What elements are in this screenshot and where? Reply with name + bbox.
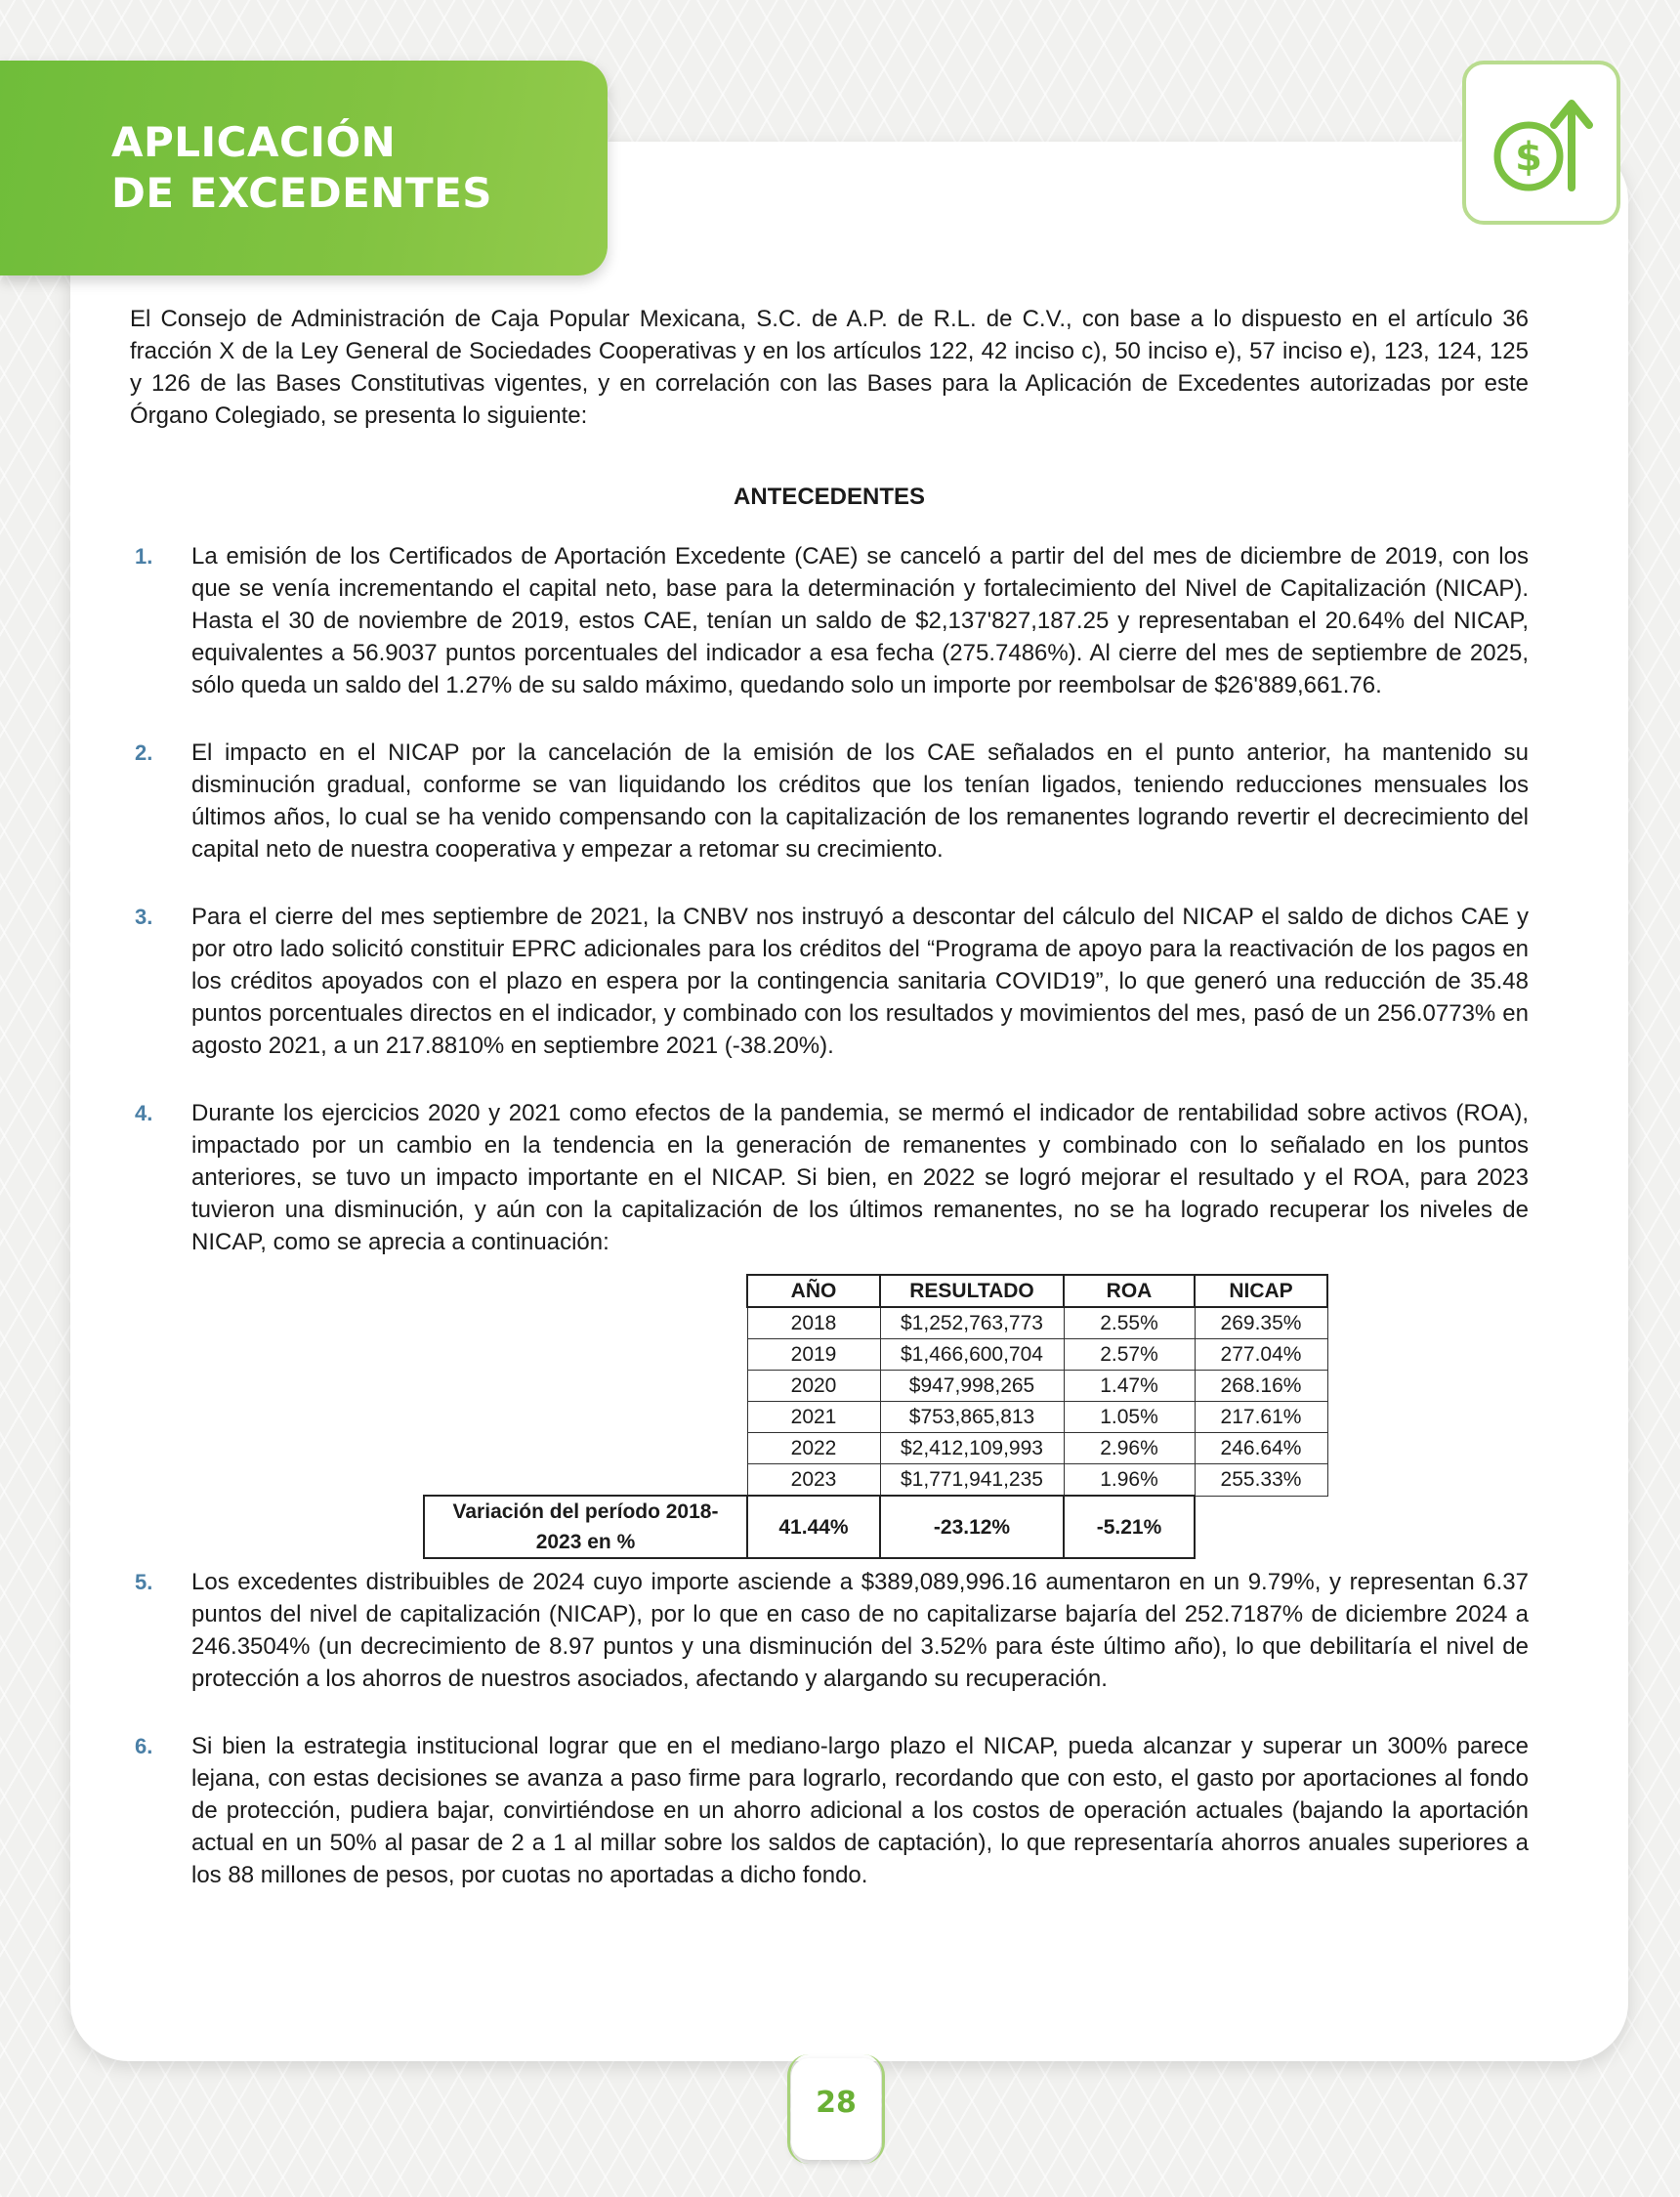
- table-header-nicap: NICAP: [1195, 1275, 1327, 1307]
- table-cell-result: $947,998,265: [880, 1371, 1064, 1402]
- dollar-growth-icon-box: [1462, 61, 1620, 225]
- list-item-text: Durante los ejercicios 2020 y 2021 como efectos de la pandemia, se mermó el indicador de rentabilidad sobre activos (ROA), impactado por un cambio en la tendencia en la generación de remanentes y combinado con lo señalado en los puntos anteriores, se tuvo un impacto importante en el NICAP. Si bien, en 2022 se logró mejorar el resultado y el ROA, para 2023 tuvieron una disminución, y aún con la capitalización de los últimos remanentes, no se ha logrado recuperar los niveles de NICAP, como se aprecia a continuación:: [191, 1100, 1529, 1255]
- table-cell-roa: 2.96%: [1064, 1433, 1195, 1464]
- list-item: [130, 1730, 1529, 1891]
- results-table: [423, 1274, 1328, 1559]
- table-header-roa: ROA: [1064, 1275, 1195, 1307]
- table-row: [424, 1433, 1327, 1464]
- main-content: [130, 303, 1529, 1926]
- table-cell-result: $753,865,813: [880, 1402, 1064, 1433]
- list-item: [130, 737, 1529, 866]
- table-cell-result: $1,466,600,704: [880, 1339, 1064, 1371]
- table-cell-roa: 1.96%: [1064, 1464, 1195, 1497]
- list-item-text: Para el cierre del mes septiembre de 2021, la CNBV nos instruyó a descontar del cálculo del NICAP el saldo de dichos CAE y por otro lado solicitó constituir EPRC adicionales para los créditos del “Programa de apoyo para la reactivación de los pagos en los créditos apoyados con el plazo en espera por la contingencia sanitaria COVID19”, lo que generó una reducción de 35.48 puntos porcentuales directos en el indicador, y combinado con los resultados y movimientos del mes, pasó de un 256.0773% en agosto 2021, a un 217.8810% en septiembre 2021 (-38.20%).: [191, 904, 1529, 1059]
- list-item-number: 2.: [135, 740, 153, 765]
- table-cell-roa: 2.57%: [1064, 1339, 1195, 1371]
- table-header-result: RESULTADO: [880, 1275, 1064, 1307]
- table-cell-year: 2019: [747, 1339, 880, 1371]
- list-item-number: 4.: [135, 1101, 153, 1125]
- table-footer-row: [424, 1496, 1327, 1558]
- table-row: [424, 1464, 1327, 1497]
- page-number: 28: [816, 2086, 857, 2120]
- list-item-text: La emisión de los Certificados de Aportación Excedente (CAE) se canceló a partir del del mes de diciembre de 2019, con los que se venía incrementando el capital neto, base para la determinación y fortalecimiento del Nivel de Capitalización (NICAP). Hasta el 30 de noviembre de 2019, estos CAE, tenían un saldo de $2,137'827,187.25 y representaban el 20.64% del NICAP, equivalentes a 56.9037 puntos porcentuales del indicador a esa fecha (275.7486%). Al cierre del mes de septiembre de 2025, sólo queda un saldo del 1.27% de su saldo máximo, quedando solo un importe por reembolsar de $26'889,661.76.: [191, 543, 1529, 698]
- list-item: [130, 540, 1529, 701]
- table-cell-year: 2020: [747, 1371, 880, 1402]
- table-row: [424, 1339, 1327, 1371]
- list-item: [130, 901, 1529, 1062]
- table-cell-roa: 1.47%: [1064, 1371, 1195, 1402]
- table-footer-result: 41.44%: [747, 1496, 880, 1558]
- table-cell-year: 2018: [747, 1307, 880, 1339]
- table-cell-year: 2023: [747, 1464, 880, 1497]
- intro-paragraph: El Consejo de Administración de Caja Popular Mexicana, S.C. de A.P. de R.L. de C.V., con base a lo dispuesto en el artículo 36 fracción X de la Ley General de Sociedades Cooperativas y en los artículos 122, 42 inciso c), 50 inciso e), 57 inciso e), 123, 124, 125 y 126 de las Bases Constitutivas vigentes, y en correlación con las Bases para la Aplicación de Excedentes autorizadas por este Órgano Colegiado, se presenta lo siguiente:: [130, 306, 1529, 429]
- dollar-growth-icon: [1490, 86, 1597, 201]
- table-cell-nicap: 246.64%: [1195, 1433, 1327, 1464]
- table-cell-nicap: 255.33%: [1195, 1464, 1327, 1497]
- section-title-line-1: APLICACIÓN: [111, 118, 397, 166]
- results-table-wrapper: [130, 1274, 1529, 1553]
- svg-text:$: $: [1515, 135, 1542, 180]
- table-cell-nicap: 217.61%: [1195, 1402, 1327, 1433]
- table-cell-nicap: 268.16%: [1195, 1371, 1327, 1402]
- list-item-text: Los excedentes distribuibles de 2024 cuyo importe asciende a $389,089,996.16 aumentaron en un 9.79%, y representan 6.37 puntos del nivel de capitalización (NICAP), por lo que en caso de no capitalizarse bajaría del 252.7187% de diciembre 2024 a 246.3504% (un decrecimiento de 8.97 puntos y una disminución del 3.52% para éste último año), lo que debilitaría el nivel de protección a los ahorros de nuestros asociados, afectando y alargando su recuperación.: [191, 1569, 1529, 1692]
- list-item-text: Si bien la estrategia institucional lograr que en el mediano-largo plazo el NICAP, pueda alcanzar y superar un 300% parece lejana, con estas decisiones se avanza a paso firme para lograrlo, recordando que con esto, el gasto por aportaciones al fondo de protección, pudiera bajar, convirtiéndose en un ahorro adicional a los costos de operación actuales (bajando la aportación actual en un 50% al pasar de 2 a 1 al millar sobre los saldos de captación), lo que representaría ahorros anuales superiores a los 88 millones de pesos, por cuotas no aportadas a dicho fondo.: [191, 1733, 1529, 1888]
- table-header-spacer: [424, 1275, 747, 1307]
- table-row: [424, 1307, 1327, 1339]
- table-cell-result: $2,412,109,993: [880, 1433, 1064, 1464]
- list-item: [130, 1566, 1529, 1695]
- table-cell-year: 2022: [747, 1433, 880, 1464]
- table-cell-result: $1,771,941,235: [880, 1464, 1064, 1497]
- table-row: [424, 1402, 1327, 1433]
- table-cell-roa: 1.05%: [1064, 1402, 1195, 1433]
- table-cell-year: 2021: [747, 1402, 880, 1433]
- table-footer-nicap: -5.21%: [1064, 1496, 1195, 1558]
- list-item-number: 3.: [135, 905, 153, 929]
- list-item-number: 5.: [135, 1570, 153, 1594]
- table-cell-nicap: 277.04%: [1195, 1339, 1327, 1371]
- section-title-line-2: DE EXCEDENTES: [111, 169, 493, 217]
- table-row: [424, 1371, 1327, 1402]
- table-header-year: AÑO: [747, 1275, 880, 1307]
- table-cell-roa: 2.55%: [1064, 1307, 1195, 1339]
- table-footer-roa-visible: -23.12%: [880, 1496, 1064, 1558]
- list-item: [130, 1097, 1529, 1258]
- list-item-text: El impacto en el NICAP por la cancelación de la emisión de los CAE señalados en el punto anterior, ha mantenido su disminución gradual, conforme se van liquidando los créditos que los tenían ligados, teniendo reducciones mensuales los últimos años, lo cual se ha venido compensando con la capitalización de los remanentes logrando revertir el decrecimiento del capital neto de nuestra cooperativa y empezar a retomar su crecimiento.: [191, 739, 1529, 863]
- section-heading: ANTECEDENTES: [733, 484, 926, 510]
- section-title: [111, 117, 492, 219]
- table-footer-label: Variación del período 2018-2023 en %: [424, 1496, 747, 1558]
- list-item-number: 6.: [135, 1734, 153, 1758]
- page-number-tab: [791, 2058, 881, 2160]
- table-header-row: [424, 1275, 1327, 1307]
- table-cell-nicap: 269.35%: [1195, 1307, 1327, 1339]
- list-item-number: 1.: [135, 544, 153, 569]
- table-cell-result: $1,252,763,773: [880, 1307, 1064, 1339]
